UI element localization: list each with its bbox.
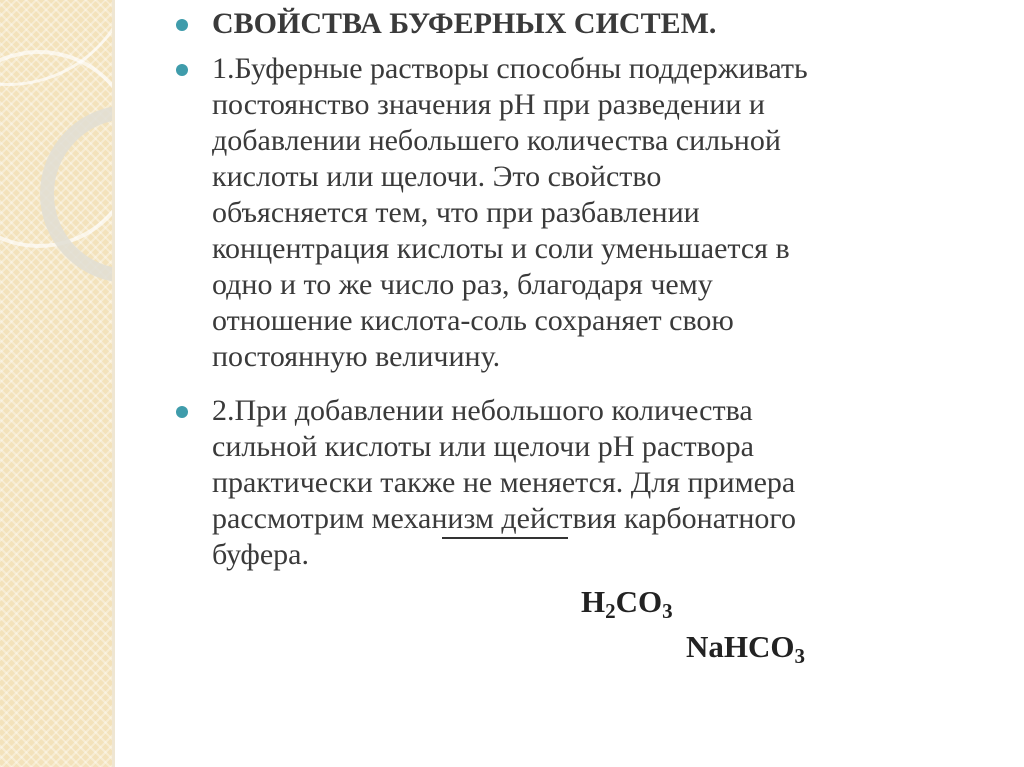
text-line: концентрация кислоты и соли уменьшается в (212, 232, 790, 265)
formula-part: H (581, 584, 606, 619)
formula-subscript: 3 (794, 644, 805, 668)
text-line: практически также не меняется. Для примера (212, 466, 796, 499)
text-line: постоянную величину. (212, 340, 501, 373)
formula-part: CO (615, 584, 663, 619)
text-line: постоянство значения pH при разведении и (212, 88, 765, 121)
bullet-text-1 (212, 51, 982, 375)
formula-h2co3 (581, 584, 673, 623)
formula-subscript: 2 (605, 599, 616, 623)
text-line: объясняется тем, что при разбавлении (212, 196, 700, 229)
formula-subscript: 3 (662, 599, 673, 623)
text-line: 2.При добавлении небольшого количества (212, 394, 753, 427)
text-line: 1.Буферные растворы способны поддерживать (212, 52, 808, 85)
text-line: отношение кислота-соль сохраняет свою (212, 304, 734, 337)
formula-nahco3 (686, 629, 805, 668)
text-line: добавлении небольшего количества сильной (212, 124, 781, 157)
text-line: кислоты или щелочи. Это свойство (212, 160, 662, 193)
text-line: одно и то же число раз, благодаря чему (212, 268, 713, 301)
bullet-icon (176, 19, 188, 31)
sidebar-divider (112, 0, 115, 767)
bullet-text-2 (212, 393, 982, 573)
mechanism-underline (442, 537, 568, 539)
slide-title: СВОЙСТВА БУФЕРНЫХ СИСТЕМ. (212, 7, 717, 40)
text-line: сильной кислоты или щелочи pH раствора (212, 430, 754, 463)
bullet-icon (176, 64, 188, 76)
formula-part: NaHCO (686, 629, 795, 664)
bullet-icon (176, 406, 188, 418)
decorative-sidebar (0, 0, 112, 767)
text-line: буфера. (212, 538, 309, 571)
text-line: рассмотрим механизм действия карбонатного (212, 502, 796, 535)
